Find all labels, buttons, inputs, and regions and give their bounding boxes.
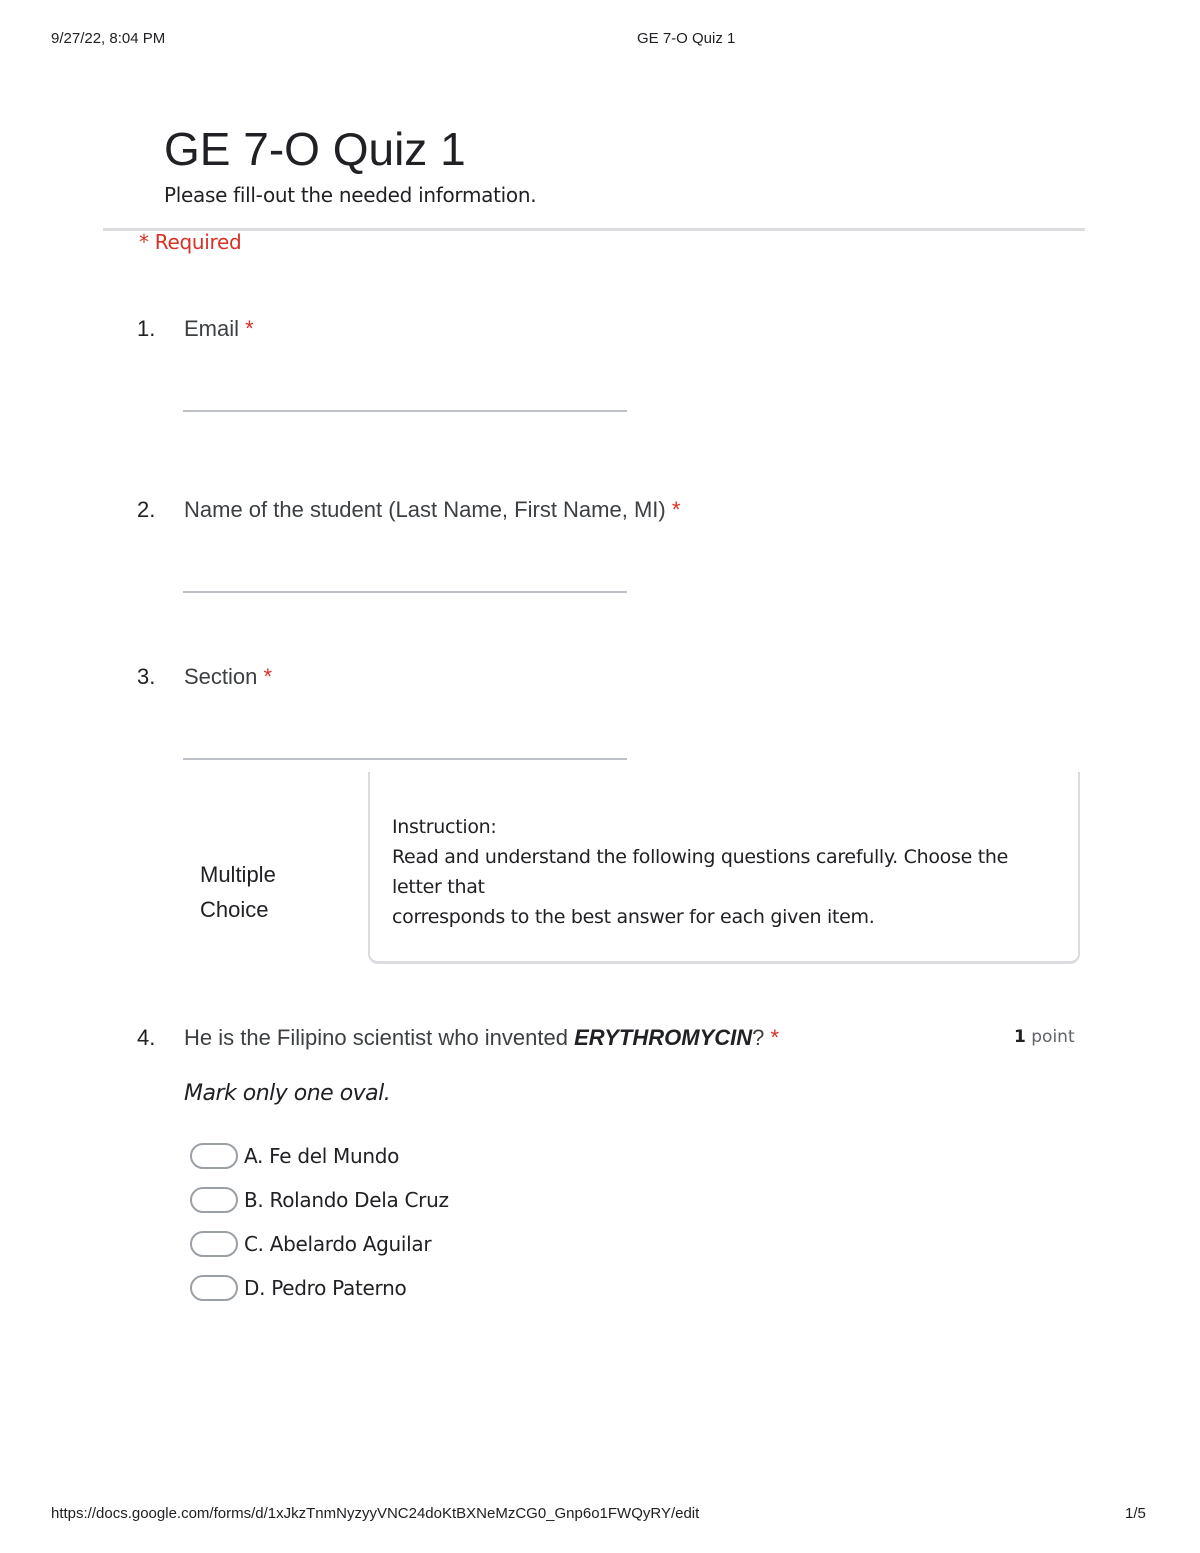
answer-hint: Mark only one oval.	[184, 1081, 391, 1106]
radio-oval[interactable]	[190, 1187, 238, 1213]
form-title: GE 7-O Quiz 1	[164, 123, 466, 175]
instruction-text	[392, 812, 1052, 932]
question-label-end: ?	[752, 1025, 765, 1050]
question-label: He is the Filipino scientist who invented	[184, 1025, 575, 1050]
student-name-field[interactable]	[183, 591, 627, 593]
section-title-line: Multiple	[200, 862, 276, 887]
question-label: Email	[184, 316, 240, 341]
question-number: 3.	[137, 664, 156, 689]
points-value: 1	[1014, 1027, 1026, 1047]
print-doc-title: GE 7-O Quiz 1	[637, 30, 736, 47]
question-section	[184, 664, 272, 690]
instruction-body: Read and understand the following questions carefully. Choose the letter that	[392, 846, 1008, 898]
question-number: 1.	[137, 316, 156, 341]
question-student-name	[184, 497, 680, 523]
question-erythromycin	[184, 1025, 779, 1051]
option-label: C. Abelardo Aguilar	[244, 1232, 432, 1256]
radio-oval[interactable]	[190, 1275, 238, 1301]
section-title	[200, 857, 276, 927]
option-c[interactable]	[190, 1229, 431, 1259]
header-divider	[103, 228, 1085, 231]
print-page-number: 1/5	[1125, 1505, 1146, 1522]
print-url: https://docs.google.com/forms/d/1xJkzTnmNyzyyVNC24doKtBXNeMzCG0_Gnp6o1FWQyRY/edit	[51, 1505, 700, 1522]
radio-oval[interactable]	[190, 1231, 238, 1257]
section-title-line: Choice	[200, 897, 269, 922]
option-a[interactable]	[190, 1141, 399, 1171]
required-star: *	[245, 316, 254, 341]
question-label: Section	[184, 664, 258, 689]
points-unit: point	[1031, 1027, 1075, 1047]
points-label	[1014, 1027, 1075, 1047]
required-star: *	[671, 497, 681, 522]
option-label: A. Fe del Mundo	[244, 1144, 400, 1168]
question-number: 2.	[137, 497, 156, 522]
question-label: Name of the student (Last Name, First Name, MI)	[184, 497, 666, 522]
section-field[interactable]	[183, 758, 627, 760]
question-number: 4.	[137, 1025, 156, 1050]
instruction-heading: Instruction:	[392, 816, 497, 838]
question-emphasis: ERYTHROMYCIN	[574, 1025, 753, 1050]
instruction-body: corresponds to the best answer for each given item.	[392, 906, 875, 928]
required-star: *	[770, 1025, 780, 1050]
radio-oval[interactable]	[190, 1143, 238, 1169]
required-star: *	[263, 664, 273, 689]
email-field[interactable]	[183, 410, 627, 412]
required-note: * Required	[139, 230, 242, 254]
option-d[interactable]	[190, 1273, 406, 1303]
option-b[interactable]	[190, 1185, 449, 1215]
option-label: B. Rolando Dela Cruz	[244, 1188, 449, 1212]
question-email	[184, 316, 254, 342]
print-datetime: 9/27/22, 8:04 PM	[51, 30, 166, 47]
option-label: D. Pedro Paterno	[244, 1276, 407, 1300]
form-description: Please fill-out the needed information.	[164, 183, 537, 207]
